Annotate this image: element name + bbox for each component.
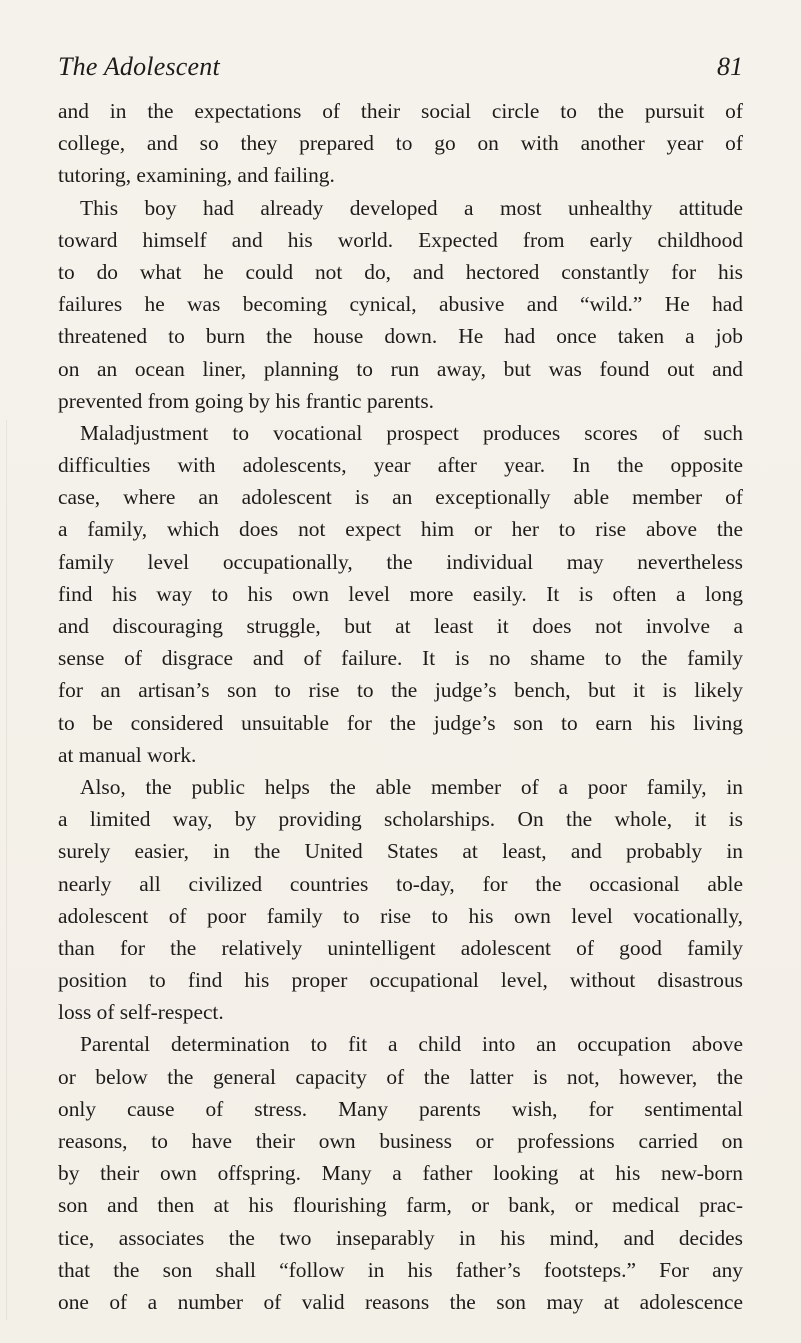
text-line: surely easier, in the United States at least, and probably in — [58, 839, 743, 864]
text-line: failures he was becoming cynical, abusive and “wild.” He had — [58, 292, 743, 317]
text-line: or below the general capacity of the latter is not, however, the — [58, 1064, 743, 1089]
text-line: only cause of stress. Many parents wish, for sentimental — [58, 1096, 743, 1121]
paragraph — [58, 417, 743, 771]
text-line: threatened to burn the house down. He had once taken a job — [58, 324, 743, 349]
text-line: that the son shall “follow in his father’s footsteps.” For any — [58, 1257, 743, 1282]
text-line: Also, the public helps the able member of a poor family, in — [80, 774, 743, 799]
text-line: difficulties with adolescents, year after year. In the opposite — [58, 453, 743, 478]
text-line: toward himself and his world. Expected from early childhood — [58, 227, 743, 252]
text-line: position to find his proper occupational level, without disastrous — [58, 968, 743, 993]
text-line: to do what he could not do, and hectored constantly for his — [58, 259, 743, 284]
text-line: for an artisan’s son to rise to the judge’s bench, but it is likely — [58, 678, 743, 703]
text-line: case, where an adolescent is an exceptionally able member of — [58, 485, 743, 510]
text-line: reasons, to have their own business or professions carried on — [58, 1129, 743, 1153]
text-line: Parental determination to fit a child into an occupation above — [80, 1032, 743, 1057]
text-line: Maladjustment to vocational prospect produces scores of such — [80, 420, 743, 445]
body-text — [58, 95, 743, 1318]
paragraph — [58, 771, 743, 1029]
text-line: and in the expectations of their social circle to the pursuit of — [58, 99, 743, 123]
text-line: nearly all civilized countries to-day, for the occasional able — [58, 871, 743, 896]
text-line: tice, associates the two inseparably in his mind, and decides — [58, 1225, 743, 1250]
text-line: son and then at his flourishing farm, or bank, or medical prac- — [58, 1193, 743, 1218]
page-number: 81 — [717, 52, 743, 81]
text-line: sense of disgrace and of failure. It is no shame to the family — [58, 646, 743, 671]
text-line: on an ocean liner, planning to run away, but was found out and — [58, 356, 743, 381]
text-line: tutoring, examining, and failing. — [58, 163, 335, 188]
text-line: and discouraging struggle, but at least it does not involve a — [58, 614, 743, 638]
text-line: family level occupationally, the individual may nevertheless — [58, 549, 743, 574]
text-line: a limited way, by providing scholarships. On the whole, it is — [58, 807, 743, 832]
text-line: college, and so they prepared to go on with another year of — [58, 131, 743, 156]
text-line: a family, which does not expect him or her to rise above the — [58, 517, 743, 542]
paragraph — [58, 192, 743, 417]
page-header — [58, 52, 743, 92]
text-line: by their own offspring. Many a father looking at his new-born — [58, 1161, 743, 1186]
page-edge-shadow — [6, 420, 7, 1320]
paragraph — [58, 95, 743, 192]
text-line: find his way to his own level more easily. It is often a long — [58, 581, 743, 606]
text-line: at manual work. — [58, 742, 197, 767]
running-title: The Adolescent — [58, 52, 220, 81]
text-line: adolescent of poor family to rise to his own level vocationally, — [58, 903, 743, 928]
paragraph — [58, 1028, 743, 1318]
text-line: loss of self-respect. — [58, 1000, 224, 1025]
text-line: one of a number of valid reasons the son may at adolescence — [58, 1289, 743, 1314]
text-line: This boy had already developed a most unhealthy attitude — [80, 195, 743, 220]
text-line: prevented from going by his frantic parents. — [58, 388, 435, 413]
text-line: to be considered unsuitable for the judge’s son to earn his living — [58, 710, 743, 735]
text-line: than for the relatively unintelligent adolescent of good family — [58, 935, 743, 960]
